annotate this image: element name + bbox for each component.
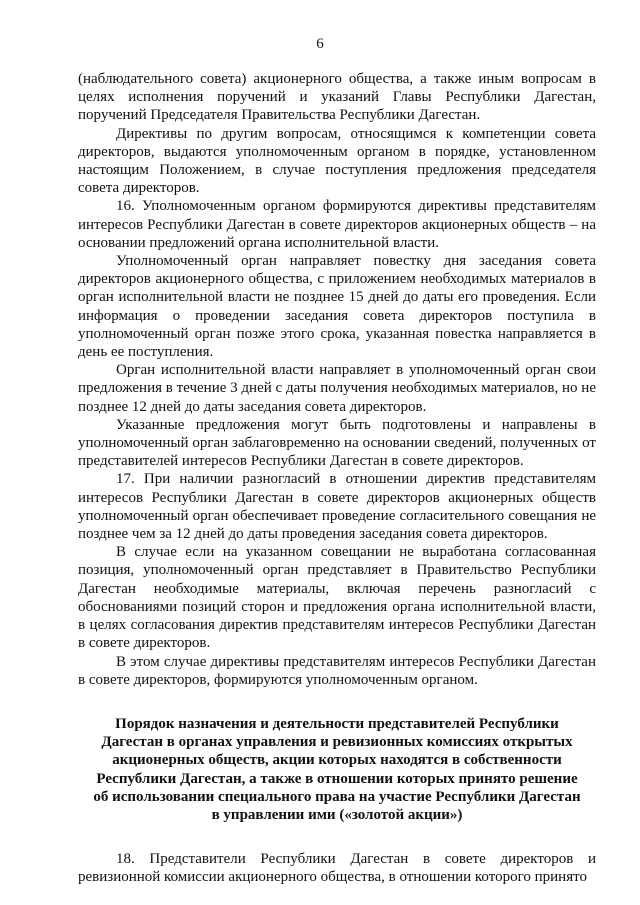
paragraph-6: Указанные предложения могут быть подготовлены и направлены в уполномоченный орган заблаговременно на основании сведений, полученных от представителей интересов Республики Дагестан в совете директоров. — [78, 416, 596, 470]
heading-line: об использовании специального права на участие Республики Дагестан — [93, 788, 581, 805]
paragraph-4: Уполномоченный орган направляет повестку дня заседания совета директоров акционерного общества, с приложением необходимых материалов в орган исполнительной власти не позднее 15 дней до даты его проведения. Если информация о проведении заседания совета директоров поступила в уполномоченный орган позже этого срока, указанная повестка направляется в день ее поступления. — [78, 253, 596, 361]
paragraph-7: 17. При наличии разногласий в отношении директив представителям интересов Республики Дагестан в совете директоров акционерных обществ уполномоченный орган обеспечивает проведение согласительного совещания не позднее чем за 12 дней до даты проведения заседания совета директоров. — [78, 471, 596, 543]
paragraph-1: (наблюдательного совета) акционерного общества, а также иным вопросам в целях исполнения поручений и указаний Главы Республики Дагестан, поручений Председателя Правительства Республики Дагестан. — [78, 71, 596, 124]
heading-line: Республики Дагестан, а также в отношении которых принято решение — [96, 770, 578, 787]
page-number: 6 — [316, 36, 324, 52]
heading-line: в управлении ими («золотой акции») — [211, 806, 463, 823]
heading-line: Дагестан в органах управления и ревизионных комиссиях открытых — [101, 734, 573, 751]
paragraph-9: В этом случае директивы представителям интересов Республики Дагестан в совете директоров, формируются уполномоченным органом. — [78, 653, 596, 688]
heading-line: Порядок назначения и деятельности представителей Республики — [115, 715, 559, 732]
paragraph-5: Орган исполнительной власти направляет в уполномоченный орган свои предложения в течение 3 дней с даты получения необходимых материалов, но не позднее 12 дней до даты заседания совета директоров. — [78, 362, 596, 415]
paragraph-2: Директивы по другим вопросам, относящимся к компетенции совета директоров, выдаются уполномоченным органом в порядке, установленном настоящим Положением, в случае поступления предложения председателя совета директоров. — [78, 125, 596, 197]
paragraph-18: 18. Представители Республики Дагестан в совете директоров и ревизионной комиссии акционерного общества, в отношении которого принято — [78, 851, 596, 886]
heading-line: акционерных обществ, акции которых находятся в собственности — [112, 752, 562, 769]
document-body — [78, 70, 596, 887]
paragraph-8: В случае если на указанном совещании не выработана согласованная позиция, уполномоченный орган представляет в Правительство Республики Дагестан необходимые материалы, включая перечень разногласий с обоснованиями позиций сторон и предложения органа исполнительной власти, в целях согласования директив представителям интересов Республики Дагестан в совете директоров. — [78, 544, 596, 652]
section-heading — [78, 715, 596, 824]
paragraph-3: 16. Уполномоченным органом формируются директивы представителям интересов Республики Дагестан в совете директоров акционерных обществ – на основании предложений органа исполнительной власти. — [78, 198, 596, 251]
